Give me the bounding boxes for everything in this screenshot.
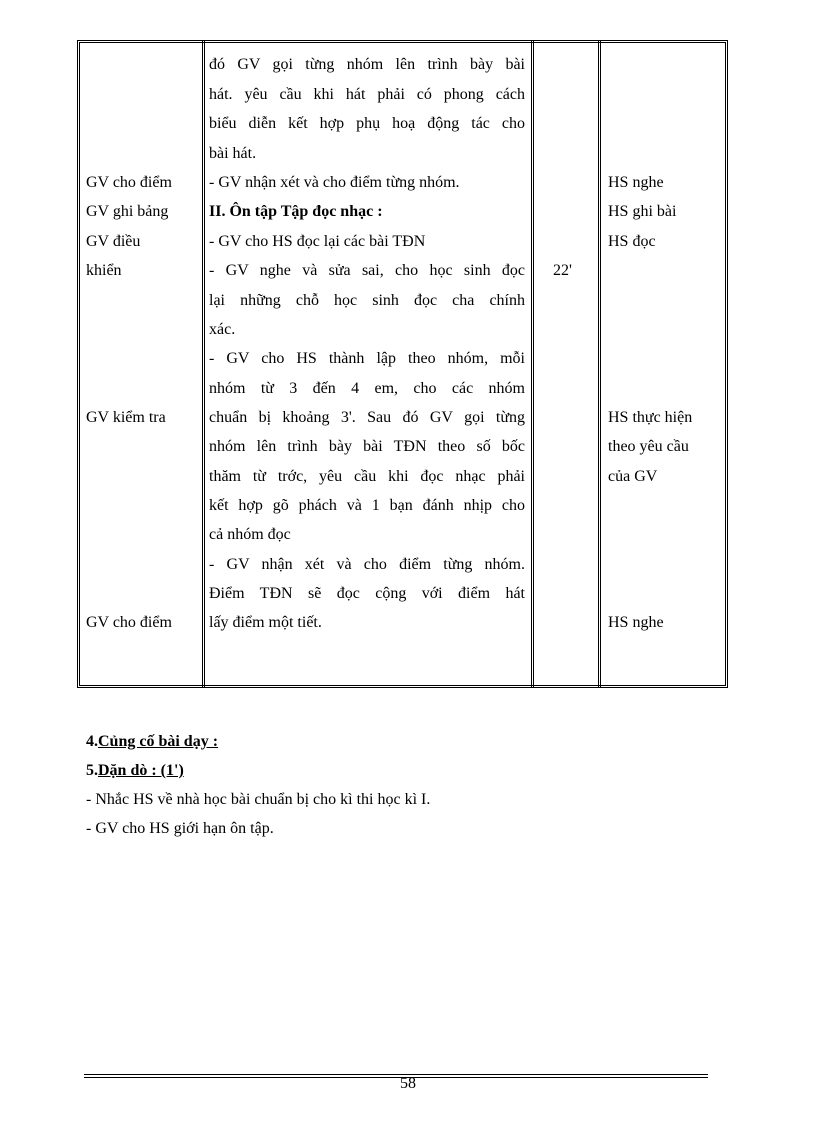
content-line: - GV cho HS đọc lại các bài TĐN	[209, 233, 426, 250]
content-line: Điểm TĐN sẽ đọc cộng với điểm hát	[209, 585, 525, 602]
table-divider-1	[202, 40, 205, 688]
content-line: thăm từ trớc, yêu cầu khi đọc nhạc phải	[209, 468, 525, 485]
content-line: nhóm từ 3 đến 4 em, cho các nhóm	[209, 380, 525, 397]
teacher-activity: GV cho điểm	[86, 614, 172, 631]
content-line: biểu diễn kết hợp phụ hoạ động tác cho	[209, 115, 525, 132]
content-line: chuẩn bị khoảng 3'. Sau đó GV gọi từng	[209, 409, 525, 426]
content-line: lại những chỗ học sinh đọc cha chính	[209, 292, 525, 309]
student-activity: HS thực hiện	[608, 409, 693, 426]
content-line: - GV nhận xét và cho điểm từng nhóm.	[209, 556, 525, 573]
teacher-activity: GV điều	[86, 233, 141, 250]
content-line: kết hợp gõ phách và 1 bạn đánh nhịp cho	[209, 497, 525, 514]
section-5-heading	[86, 757, 184, 785]
table-divider-3	[598, 40, 601, 688]
teacher-activity: GV kiểm tra	[86, 409, 166, 426]
content-line: - GV nghe và sửa sai, cho học sinh đọc	[209, 262, 525, 279]
content-line: bài hát.	[209, 145, 257, 162]
teacher-activity: khiển	[86, 262, 122, 279]
page-number: 58	[400, 1075, 416, 1092]
student-activity: HS ghi bài	[608, 203, 677, 220]
content-line: hát. yêu cầu khi hát phải có phong cách	[209, 86, 525, 103]
content-line: nhóm lên trình bày bài TĐN theo số bốc	[209, 438, 525, 455]
note-line: - Nhắc HS về nhà học bài chuẩn bị cho kì thi học kì I.	[86, 791, 431, 808]
table-divider-2	[531, 40, 534, 688]
note-line: - GV cho HS giới hạn ôn tập.	[86, 820, 274, 837]
student-activity: HS nghe	[608, 174, 664, 191]
section-4-title: Củng cố bài dạy :	[98, 733, 219, 750]
content-line: - GV cho HS thành lập theo nhóm, mỗi	[209, 350, 525, 367]
content-line: đó GV gọi từng nhóm lên trình bày bài	[209, 56, 525, 73]
student-activity: theo yêu cầu	[608, 438, 689, 455]
section-4-number: 4.	[86, 733, 98, 750]
section-4-heading	[86, 728, 218, 756]
section-heading: II. Ôn tập Tập đọc nhạc :	[209, 203, 383, 220]
teacher-activity: GV ghi bảng	[86, 203, 169, 220]
student-activity: HS đọc	[608, 233, 656, 250]
content-line: cả nhóm đọc	[209, 526, 291, 543]
content-line: lấy điểm một tiết.	[209, 614, 322, 631]
teacher-activity: GV cho điểm	[86, 174, 172, 191]
section-5-number: 5.	[86, 762, 98, 779]
student-activity: của GV	[608, 468, 658, 485]
student-activity: HS nghe	[608, 614, 664, 631]
section-5-title: Dặn dò : (1')	[98, 762, 184, 779]
content-line: - GV nhận xét và cho điểm từng nhóm.	[209, 174, 460, 191]
time-value: 22'	[553, 262, 572, 279]
content-line: xác.	[209, 321, 236, 338]
